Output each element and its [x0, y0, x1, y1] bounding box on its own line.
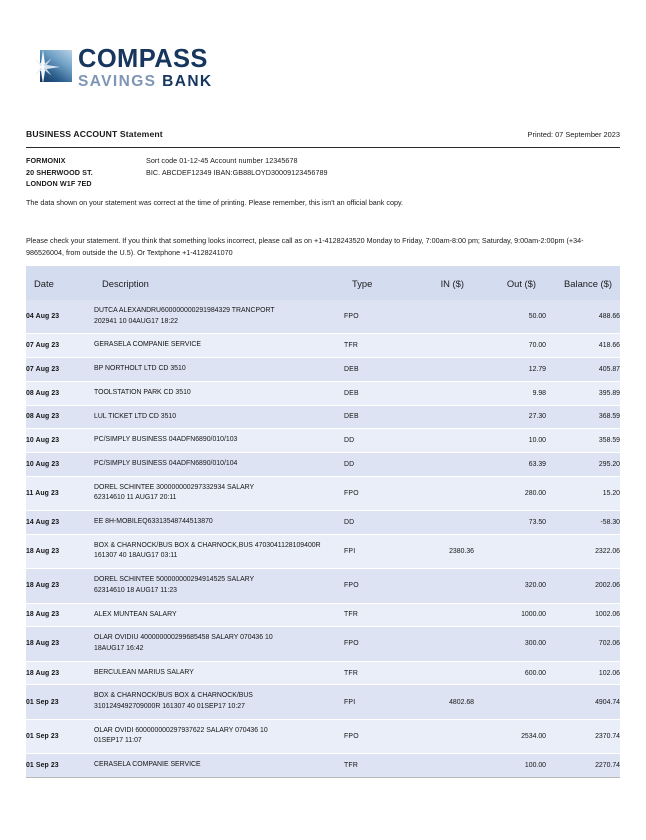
cell-balance: 488.66 — [546, 300, 620, 334]
cell-balance: 295.20 — [546, 452, 620, 476]
cell-description — [94, 685, 344, 719]
cell-description — [94, 381, 344, 405]
table-row[interactable] — [26, 627, 620, 661]
accuracy-notice: The data shown on your statement was correct at the time of printing. Please remember, this isn't an official bank copy. — [26, 198, 404, 207]
description-line-2: 161307 40 18AUG17 03:11 — [94, 552, 178, 560]
cell-in-amount — [402, 452, 474, 476]
cell-in-amount: 4802.68 — [402, 685, 474, 719]
cell-out-amount — [474, 534, 546, 568]
logo-bank-text: BANK — [162, 72, 213, 90]
column-header-in[interactable]: IN ($) — [402, 266, 474, 300]
statement-header-row — [26, 129, 620, 139]
table-row[interactable] — [26, 569, 620, 603]
cell-in-amount — [402, 661, 474, 685]
description-line-1: PC/SIMPLY BUSINESS 04ADFN6890/010/103 — [94, 436, 238, 444]
cell-description — [94, 603, 344, 627]
column-header-date[interactable]: Date — [26, 266, 94, 300]
cell-balance: -58.30 — [546, 511, 620, 535]
table-row[interactable] — [26, 719, 620, 753]
cell-type: DD — [344, 429, 402, 453]
cell-date: 07 Aug 23 — [26, 334, 94, 358]
cell-balance: 358.59 — [546, 429, 620, 453]
table-row[interactable] — [26, 754, 620, 778]
table-body — [26, 300, 620, 777]
description-line-1: GERASELA COMPANIE SERVICE — [94, 341, 201, 349]
table-row[interactable] — [26, 405, 620, 429]
table-row[interactable] — [26, 661, 620, 685]
description-line-2: 62314610 18 AUG17 11:23 — [94, 586, 178, 594]
cell-date: 01 Sep 23 — [26, 685, 94, 719]
cell-date: 18 Aug 23 — [26, 627, 94, 661]
compass-star-icon — [26, 48, 72, 88]
cell-description — [94, 627, 344, 661]
cell-in-amount — [402, 719, 474, 753]
table-row[interactable] — [26, 511, 620, 535]
cell-date: 08 Aug 23 — [26, 381, 94, 405]
account-holder-address — [26, 155, 146, 190]
cell-date: 18 Aug 23 — [26, 534, 94, 568]
sort-code-line: Sort code 01-12-45 Account number 12345678 — [146, 156, 298, 165]
cell-type: FPO — [344, 569, 402, 603]
cell-balance: 2270.74 — [546, 754, 620, 778]
column-header-description[interactable]: Description — [94, 266, 344, 300]
cell-in-amount — [402, 381, 474, 405]
cell-in-amount: 2380.36 — [402, 534, 474, 568]
cell-in-amount — [402, 334, 474, 358]
table-row[interactable] — [26, 603, 620, 627]
cell-balance: 102.06 — [546, 661, 620, 685]
cell-date: 04 Aug 23 — [26, 300, 94, 334]
header-divider — [26, 147, 620, 148]
cell-type: TFR — [344, 603, 402, 627]
cell-type: DEB — [344, 381, 402, 405]
cell-out-amount: 9.98 — [474, 381, 546, 405]
description-line-1: ALEX MUNTEAN SALARY — [94, 610, 177, 618]
cell-balance: 418.66 — [546, 334, 620, 358]
cell-out-amount: 50.00 — [474, 300, 546, 334]
cell-description — [94, 754, 344, 778]
cell-date: 08 Aug 23 — [26, 405, 94, 429]
cell-type: FPI — [344, 685, 402, 719]
table-row[interactable] — [26, 452, 620, 476]
cell-balance: 395.89 — [546, 381, 620, 405]
description-line-1: PC/SIMPLY BUSINESS 04ADFN6890/010/104 — [94, 459, 238, 467]
logo-savings-text: SAVINGS — [78, 72, 157, 90]
description-line-2: 3101249492709000R 161307 40 01SEP17 10:27 — [94, 703, 245, 711]
description-line-1: BOX & CHARNOCK/BUS BOX & CHARNOCK/BUS — [94, 692, 253, 700]
cell-type: DD — [344, 511, 402, 535]
cell-date: 18 Aug 23 — [26, 569, 94, 603]
cell-in-amount — [402, 603, 474, 627]
cell-type: FPI — [344, 534, 402, 568]
table-row[interactable] — [26, 381, 620, 405]
cell-type: FPO — [344, 300, 402, 334]
bic-iban-line: BIC. ABCDEF12349 IBAN:GB88LOYD30009123456789 — [146, 167, 328, 177]
table-row[interactable] — [26, 534, 620, 568]
cell-in-amount — [402, 429, 474, 453]
logo-name-primary: COMPASS — [78, 45, 208, 73]
description-line-1: EE 8H-MOBILEQ63313548744513870 — [94, 518, 213, 526]
cell-type: TFR — [344, 754, 402, 778]
cell-in-amount — [402, 476, 474, 510]
cell-balance: 1002.06 — [546, 603, 620, 627]
cell-description — [94, 661, 344, 685]
cell-description — [94, 534, 344, 568]
cell-in-amount — [402, 405, 474, 429]
cell-out-amount: 10.00 — [474, 429, 546, 453]
description-line-1: DUTCA ALEXANDRU600000000291984329 TRANCPORT — [94, 307, 275, 314]
cell-description — [94, 405, 344, 429]
description-line-1: OLAR OVIDI 600000000297937622 SALARY 070436 10 — [94, 726, 268, 734]
cell-out-amount: 600.00 — [474, 661, 546, 685]
printed-date: Printed: 07 September 2023 — [527, 130, 620, 139]
cell-out-amount: 63.39 — [474, 452, 546, 476]
cell-type: DEB — [344, 358, 402, 382]
cell-out-amount: 300.00 — [474, 627, 546, 661]
cell-type: FPO — [344, 476, 402, 510]
cell-date: 01 Sep 23 — [26, 754, 94, 778]
cell-out-amount — [474, 685, 546, 719]
cell-date: 10 Aug 23 — [26, 429, 94, 453]
cell-balance: 15.20 — [546, 476, 620, 510]
cell-out-amount: 1000.00 — [474, 603, 546, 627]
cell-in-amount — [402, 511, 474, 535]
table-row[interactable] — [26, 300, 620, 334]
cell-description — [94, 452, 344, 476]
holder-name: FORMONIX — [26, 156, 66, 165]
cell-balance: 368.59 — [546, 405, 620, 429]
description-line-1: TOOLSTATION PARK CD 3510 — [94, 388, 191, 396]
holder-city: LONDON W1F 7ED — [26, 179, 92, 189]
description-line-1: BERCULEAN MARIUS SALARY — [94, 668, 194, 676]
cell-balance: 405.87 — [546, 358, 620, 382]
holder-street: 20 SHERWOOD ST. — [26, 167, 93, 177]
table-header — [26, 266, 620, 300]
table-row[interactable] — [26, 476, 620, 510]
cell-in-amount — [402, 627, 474, 661]
cell-out-amount: 100.00 — [474, 754, 546, 778]
compass-rose-icon — [26, 48, 72, 88]
cell-type: TFR — [344, 334, 402, 358]
transactions-table-wrapper — [26, 266, 620, 778]
description-line-1: OLAR OVIDIU 400000000299685458 SALARY 070436 10 — [94, 634, 273, 642]
description-line-1: LUL TICKET LTD CD 3510 — [94, 412, 177, 420]
cell-balance: 702.06 — [546, 627, 620, 661]
description-line-1: CERASELA COMPANIE SERVICE — [94, 761, 201, 769]
description-line-1: BOX & CHARNOCK/BUS BOX & CHARNOCK,BUS 4703041128109400R — [94, 541, 321, 549]
cell-balance: 2370.74 — [546, 719, 620, 753]
column-header-balance[interactable]: Balance ($) — [546, 266, 620, 300]
cell-description — [94, 358, 344, 382]
cell-date: 14 Aug 23 — [26, 511, 94, 535]
cell-in-amount — [402, 569, 474, 603]
cell-date: 18 Aug 23 — [26, 661, 94, 685]
cell-description — [94, 569, 344, 603]
cell-in-amount — [402, 358, 474, 382]
column-header-type[interactable]: Type — [344, 266, 402, 300]
description-line-2: 202941 10 04AUG17 18:22 — [94, 317, 178, 325]
cell-date: 07 Aug 23 — [26, 358, 94, 382]
description-line-1: BP NORTHOLT LTD CD 3510 — [94, 365, 186, 373]
column-header-out[interactable]: Out ($) — [474, 266, 546, 300]
cell-description — [94, 476, 344, 510]
cell-in-amount — [402, 300, 474, 334]
cell-balance: 2322.06 — [546, 534, 620, 568]
table-row[interactable] — [26, 334, 620, 358]
cell-out-amount: 73.50 — [474, 511, 546, 535]
cell-type: FPO — [344, 627, 402, 661]
transactions-table — [26, 266, 620, 778]
table-header-row — [26, 266, 620, 300]
table-row[interactable] — [26, 429, 620, 453]
cell-date: 01 Sep 23 — [26, 719, 94, 753]
page-title: BUSINESS ACCOUNT Statement — [26, 129, 163, 139]
cell-description — [94, 429, 344, 453]
description-line-2: 01SEP17 11:07 — [94, 737, 142, 745]
cell-out-amount: 2534.00 — [474, 719, 546, 753]
cell-balance: 4904.74 — [546, 685, 620, 719]
contact-notice: Please check your statement. If you think that something looks incorrect, please call as on +1-4128243520 Monday to Friday, 7:00am-8:00 pm; Saturday, 9:00am-2:00pm (+34-986526004, from outside the U.5). Or Textphone +1-4128241070 — [26, 236, 584, 257]
description-line-1: DOREL SCHINTEE 300000000297332934 SALARY — [94, 483, 255, 491]
cell-out-amount: 12.79 — [474, 358, 546, 382]
description-line-2: 18AUG17 16:42 — [94, 644, 144, 652]
cell-out-amount: 280.00 — [474, 476, 546, 510]
bank-logo — [26, 44, 213, 92]
account-info-row — [26, 155, 620, 190]
description-line-1: DOREL SCHINTEE 500000000294914525 SALARY — [94, 576, 255, 584]
table-row[interactable] — [26, 685, 620, 719]
cell-date: 10 Aug 23 — [26, 452, 94, 476]
logo-name-secondary — [78, 74, 213, 90]
cell-out-amount: 320.00 — [474, 569, 546, 603]
cell-date: 18 Aug 23 — [26, 603, 94, 627]
cell-in-amount — [402, 754, 474, 778]
cell-type: DEB — [344, 405, 402, 429]
cell-out-amount: 27.30 — [474, 405, 546, 429]
cell-out-amount: 70.00 — [474, 334, 546, 358]
account-identifiers — [146, 155, 328, 190]
cell-type: TFR — [344, 661, 402, 685]
cell-description — [94, 719, 344, 753]
table-row[interactable] — [26, 358, 620, 382]
logo-wordmark — [78, 47, 213, 89]
cell-type: FPO — [344, 719, 402, 753]
cell-date: 11 Aug 23 — [26, 476, 94, 510]
cell-description — [94, 334, 344, 358]
cell-balance: 2002.06 — [546, 569, 620, 603]
cell-type: DD — [344, 452, 402, 476]
cell-description — [94, 300, 344, 334]
description-line-2: 62314610 11 AUG17 20:11 — [94, 494, 177, 502]
cell-description — [94, 511, 344, 535]
